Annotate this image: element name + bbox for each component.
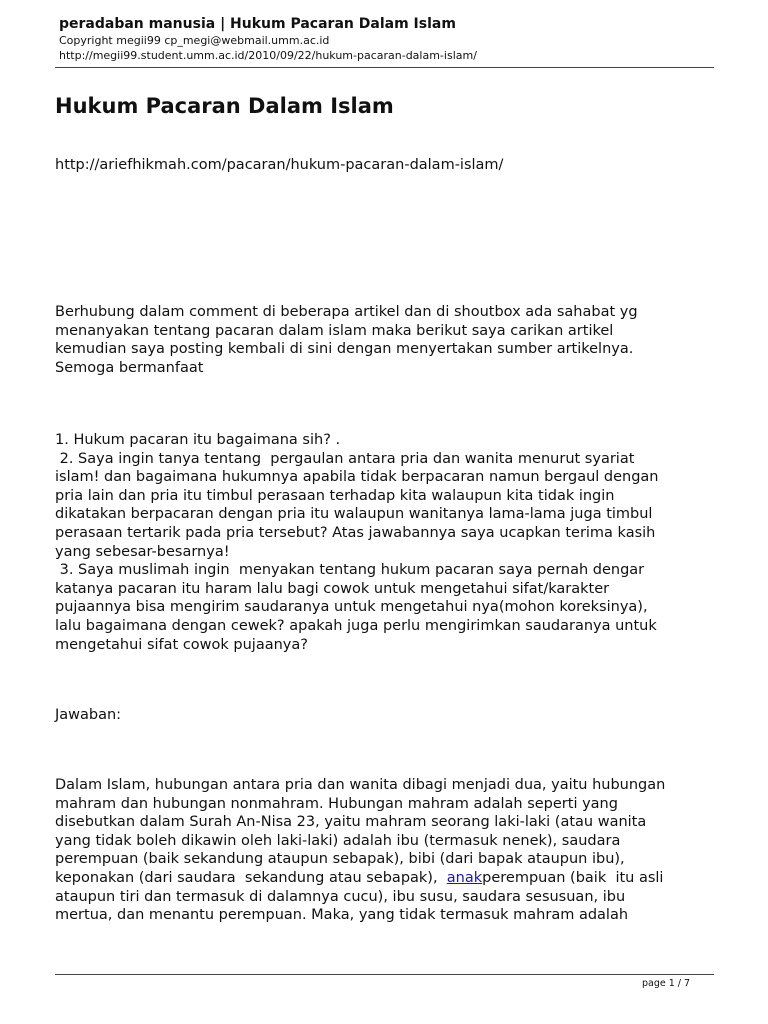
header-divider [55,67,714,68]
text-line: menanyakan tentang pacaran dalam islam maka berikut saya carikan artikel [55,322,614,339]
text-line: kemudian saya posting kembali di sini dengan menyertakan sumber artikelnya. [55,341,634,358]
text-line: pria lain dan pria itu timbul perasaan terhadap kita walaupun kita tidak ingin [55,487,615,504]
header-copyright: Copyright megii99 cp_megi@webmail.umm.ac.id [59,34,330,47]
text-line: pujaannya bisa mengirim saudaranya untuk mengetahui nya(mohon koreksinya), [55,599,648,616]
text-line: yang tidak boleh dikawin oleh laki-laki) adalah ibu (termasuk nenek), saudara [55,832,621,849]
text-line: 3. Saya muslimah ingin menyakan tentang hukum pacaran saya pernah dengar [55,562,645,579]
text-line: dikatakan berpacaran dengan pria itu walaupun wanitanya lama-lama juga timbul [55,506,653,523]
text-line: perasaan tertarik pada pria tersebut? Atas jawabannya saya ucapkan terima kasih [55,524,656,541]
text-line: 1. Hukum pacaran itu bagaimana sih? . [55,432,341,448]
header-title: peradaban manusia | Hukum Pacaran Dalam Islam [59,16,456,32]
text-line: ataupun tiri dan termasuk di dalamnya cucu), ibu susu, saudara sesusuan, ibu [55,888,626,905]
text-line: Dalam Islam, hubungan antara pria dan wanita dibagi menjadi dua, yaitu hubungan [55,777,666,793]
text-line: mengetahui sifat cowok pujaanya? [55,636,308,653]
intro-paragraph [55,303,638,377]
article-title: Hukum Pacaran Dalam Islam [55,94,394,118]
footer-divider [55,974,714,975]
anak-link[interactable]: anak [446,869,483,886]
questions-paragraph [55,431,659,654]
text-line: disebutkan dalam Surah An-Nisa 23, yaitu mahram seorang laki-laki (atau wanita [55,814,647,831]
text-line: lalu bagaimana dengan cewek? apakah juga perlu mengirimkan saudaranya untuk [55,617,657,634]
text-line: mahram dan hubungan nonmahram. Hubungan mahram adalah seperti yang [55,795,618,812]
answer-label: Jawaban: [55,707,122,723]
text-line: katanya pacaran itu haram lalu bagi cowok untuk mengetahui sifat/karakter [55,580,610,597]
page-number: page 1 / 7 [642,978,691,989]
text-line: mertua, dan menantu perempuan. Maka, yang tidak termasuk mahram adalah [55,907,629,924]
text-line: perempuan (baik sekandung ataupun sebapak), bibi (dari bapak ataupun ibu), [55,851,625,868]
link-line-after: perempuan (baik itu asli [482,869,664,886]
header-url[interactable]: http://megii99.student.umm.ac.id/2010/09/22/hukum-pacaran-dalam-islam/ [59,49,477,62]
text-line: islam! dan bagaimana hukumnya apabila tidak berpacaran namun bergaul dengan [55,469,659,486]
link-line-before: keponakan (dari saudara sekandung atau sebapak), [55,869,447,886]
page-header [59,16,713,63]
source-url[interactable]: http://ariefhikmah.com/pacaran/hukum-pacaran-dalam-islam/ [55,157,504,173]
answer-paragraph [55,776,665,925]
text-line-with-link [55,869,665,888]
text-line: yang sebesar-besarnya! [55,543,230,560]
text-line: Semoga bermanfaat [55,359,204,376]
text-line: 2. Saya ingin tanya tentang pergaulan antara pria dan wanita menurut syariat [55,450,635,467]
text-line: Berhubung dalam comment di beberapa artikel dan di shoutbox ada sahabat yg [55,304,638,320]
